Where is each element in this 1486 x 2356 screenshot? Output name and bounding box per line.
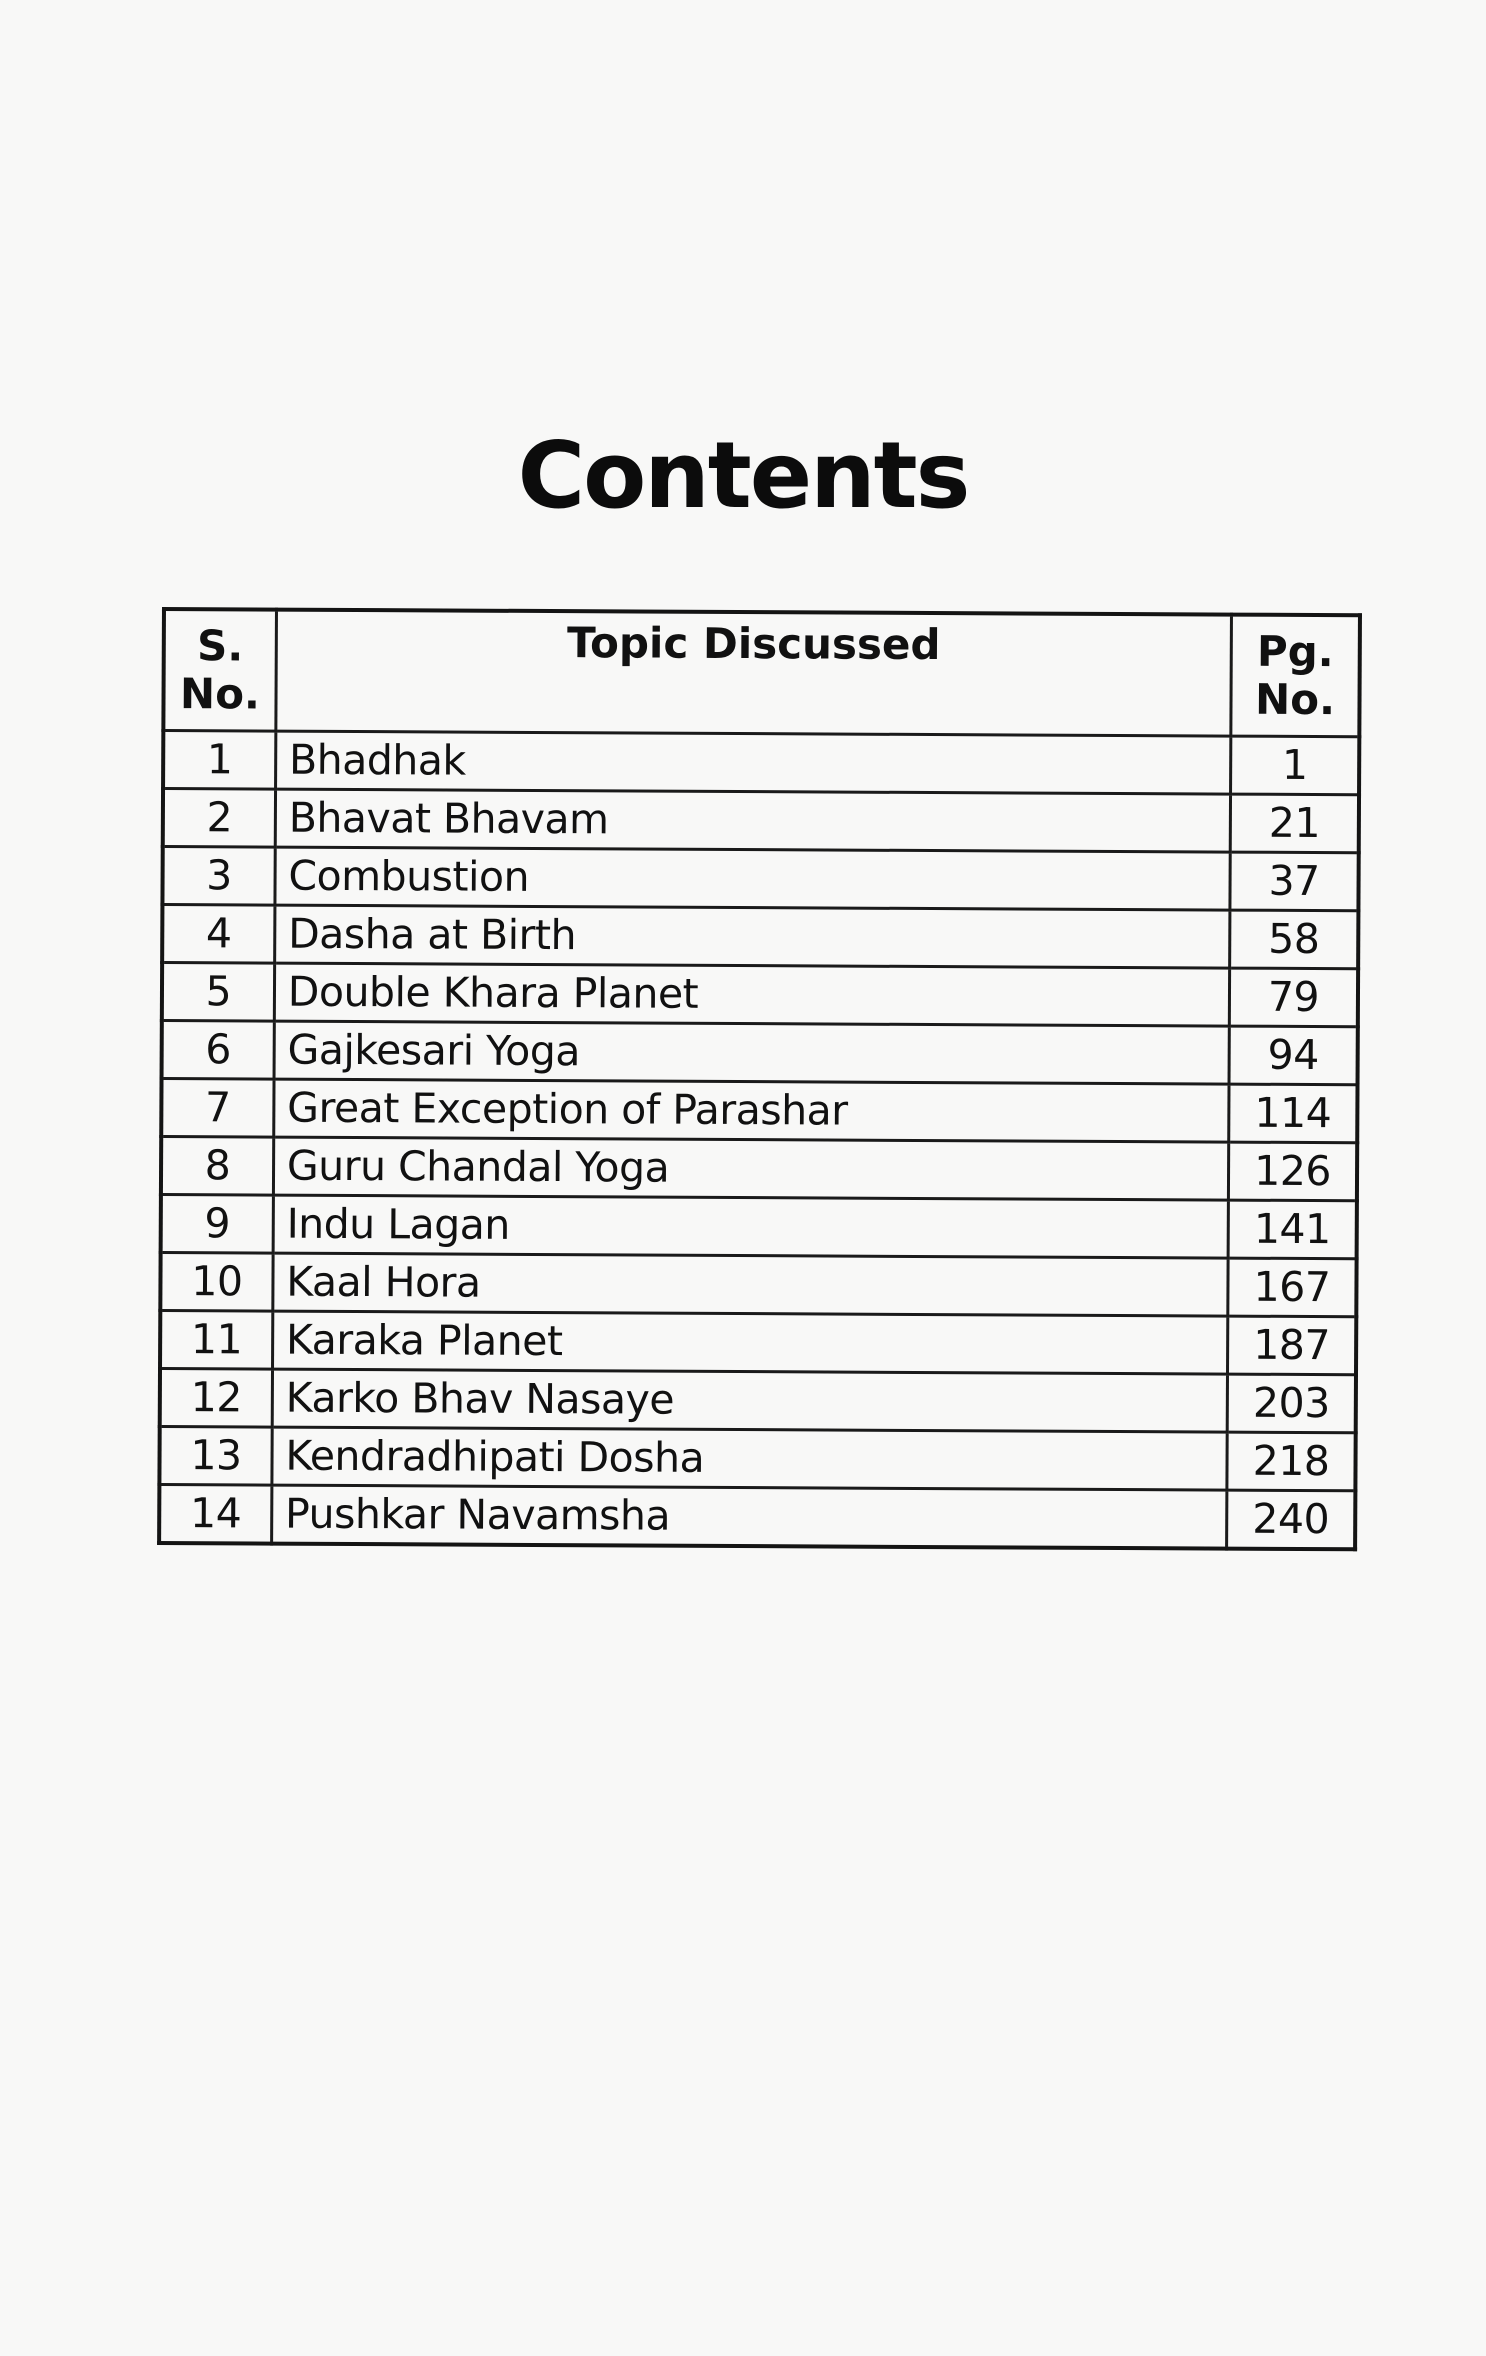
row-page-number: 37 — [1230, 852, 1359, 911]
row-serial-number: 10 — [160, 1253, 273, 1312]
table-header-row — [163, 609, 1360, 737]
table-row — [163, 789, 1359, 853]
contents-table — [157, 607, 1362, 1551]
page-title: Contents — [517, 422, 969, 529]
row-page-number: 126 — [1228, 1142, 1357, 1201]
table-row — [159, 1484, 1355, 1549]
table-row — [162, 847, 1358, 911]
table-row — [159, 1426, 1355, 1490]
table-row — [161, 1137, 1357, 1201]
row-page-number: 218 — [1227, 1432, 1356, 1491]
row-topic: Combustion — [275, 847, 1230, 910]
header-page-number-line2: No. — [1254, 674, 1336, 725]
row-serial-number: 5 — [162, 963, 275, 1022]
row-page-number: 1 — [1231, 736, 1360, 795]
row-topic: Kendradhipati Dosha — [272, 1427, 1227, 1490]
row-page-number: 203 — [1227, 1374, 1356, 1433]
row-topic: Indu Lagan — [273, 1195, 1228, 1258]
row-serial-number: 11 — [160, 1311, 273, 1370]
row-page-number: 94 — [1229, 1026, 1358, 1085]
header-page-number-line1: Pg. — [1256, 626, 1334, 676]
row-serial-number: 3 — [162, 847, 275, 906]
row-topic: Bhadhak — [275, 731, 1230, 794]
row-serial-number: 1 — [163, 731, 276, 790]
row-topic: Gajkesari Yoga — [274, 1021, 1229, 1084]
row-serial-number: 8 — [161, 1137, 274, 1196]
row-topic: Karaka Planet — [272, 1311, 1227, 1374]
row-serial-number: 14 — [159, 1484, 272, 1543]
table-row — [161, 1079, 1357, 1143]
header-serial-number-line2: No. — [179, 669, 261, 719]
row-topic: Pushkar Navamsha — [271, 1485, 1226, 1549]
row-serial-number: 4 — [162, 905, 275, 964]
table-row — [160, 1311, 1356, 1375]
row-page-number: 79 — [1229, 968, 1358, 1027]
header-topic: Topic Discussed — [276, 610, 1232, 736]
row-serial-number: 9 — [161, 1195, 274, 1254]
row-serial-number: 7 — [161, 1079, 274, 1138]
table-row — [162, 1021, 1358, 1085]
table-row — [163, 731, 1359, 795]
row-topic: Great Exception of Parashar — [274, 1079, 1229, 1142]
row-page-number: 187 — [1228, 1316, 1357, 1375]
row-topic: Guru Chandal Yoga — [273, 1137, 1228, 1200]
header-page-number — [1231, 615, 1360, 737]
row-topic: Karko Bhav Nasaye — [272, 1369, 1227, 1432]
row-topic: Double Khara Planet — [274, 963, 1229, 1026]
row-serial-number: 13 — [159, 1426, 272, 1485]
header-serial-number-line1: S. — [196, 620, 244, 671]
header-serial-number — [163, 609, 276, 731]
table-row — [160, 1369, 1356, 1433]
row-page-number: 21 — [1230, 794, 1359, 853]
row-page-number: 167 — [1228, 1258, 1357, 1317]
table-row — [162, 905, 1358, 969]
row-topic: Dasha at Birth — [275, 905, 1230, 968]
row-page-number: 141 — [1228, 1200, 1357, 1259]
row-topic: Kaal Hora — [273, 1253, 1228, 1316]
row-page-number: 240 — [1227, 1490, 1356, 1549]
row-serial-number: 2 — [163, 789, 276, 848]
row-topic: Bhavat Bhavam — [275, 789, 1230, 852]
table-row — [160, 1253, 1356, 1317]
row-serial-number: 12 — [160, 1369, 273, 1428]
row-page-number: 58 — [1230, 910, 1359, 969]
table-row — [161, 1195, 1357, 1259]
row-page-number: 114 — [1229, 1084, 1358, 1143]
table-row — [162, 963, 1358, 1027]
row-serial-number: 6 — [162, 1021, 275, 1080]
